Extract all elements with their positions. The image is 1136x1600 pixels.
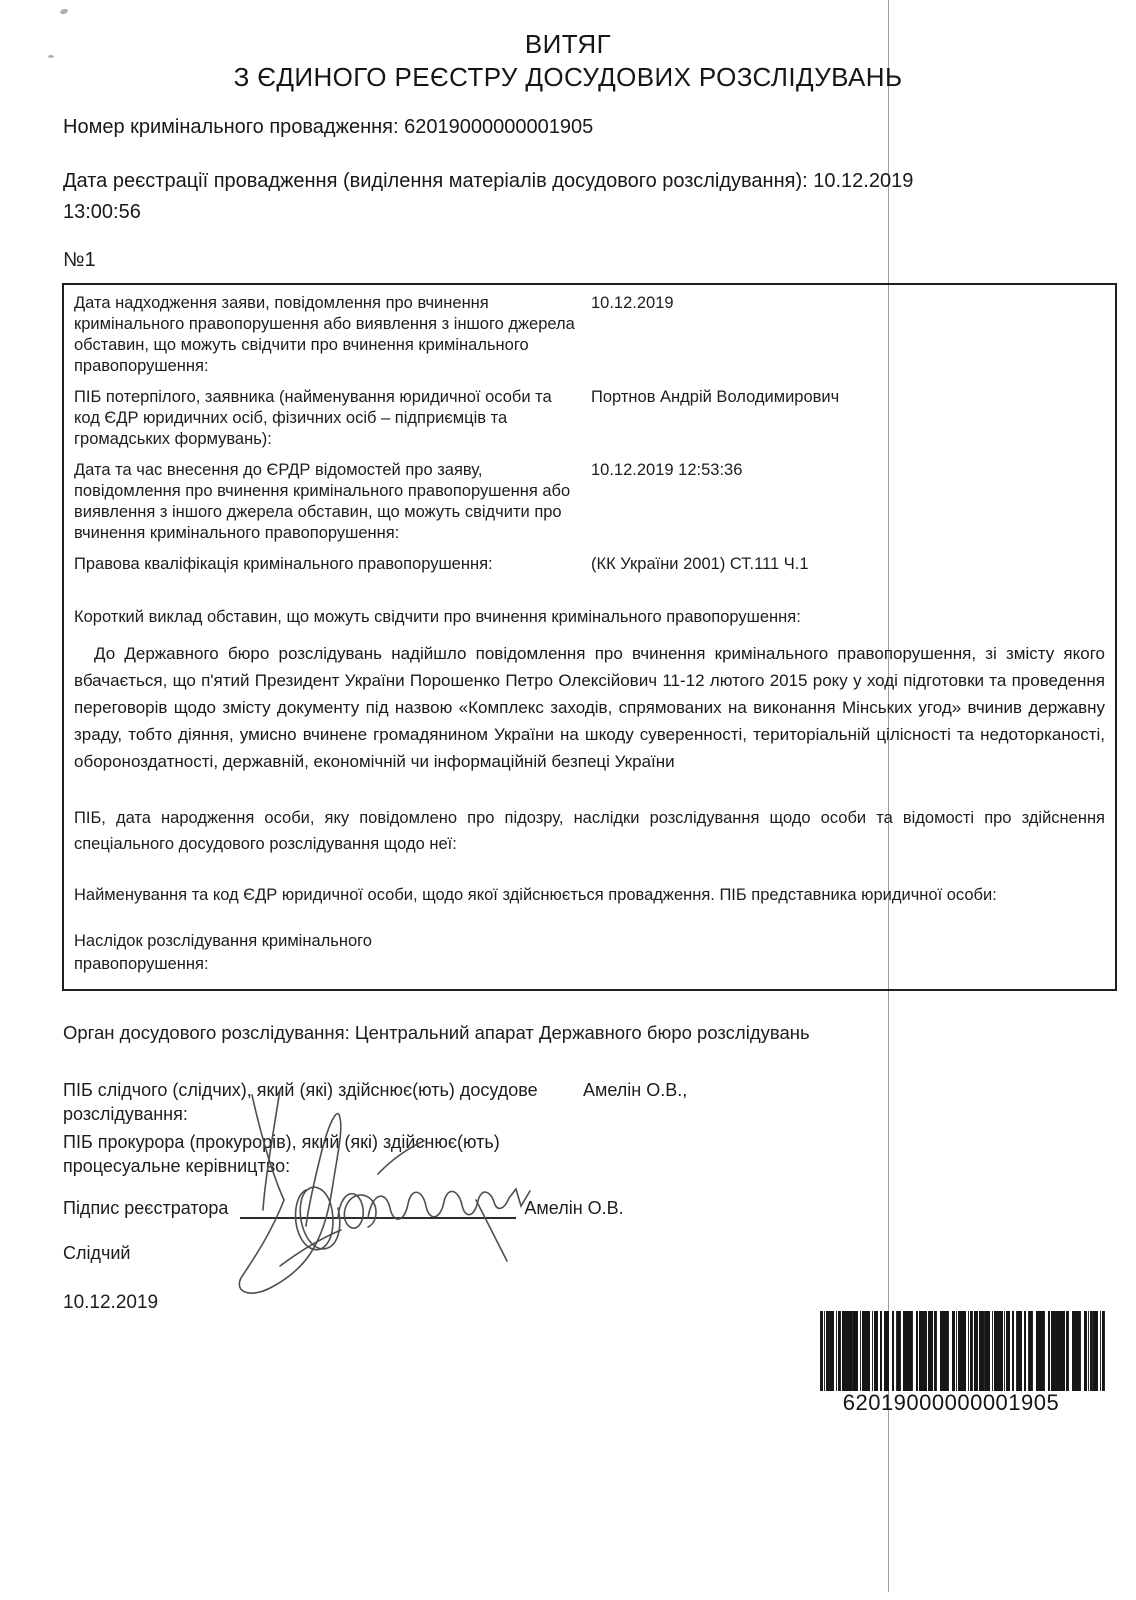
registration-time-value: 13:00:56: [63, 201, 141, 223]
role-label: Слідчий: [63, 1243, 131, 1263]
investigator-label: ПІБ слідчого (слідчих), який (які) здійснює(ють) досудове розслідування:: [63, 1080, 538, 1124]
authority-label: Орган досудового розслідування:: [63, 1022, 350, 1043]
row-label: Дата та час внесення до ЄРДР відомостей про заяву, повідомлення про вчинення кримінального правопорушення або виявлення з іншого джерела обставин, що можуть свідчити про вчинення кримінального правопорушення:: [74, 461, 571, 542]
summary-text: До Державного бюро розслідувань надійшло повідомлення про вчинення кримінального правопорушення, зі змісту якого вбачається, що п'ятий Президент України Порошенко Петро Олексійович 11-12 лютого 2015 року у ході підготовки та проведення переговорів щодо змісту документу під назвою «Комплекс заходів, спрямованих на виконання Мінських угод» вчинив державну зраду, тобто діяння, умисно вчинене громадянином України на шкоду суверенності, територіальній цілісності та недоторканості, обороноздатності, державній, економічній чи інформаційній безпеці України: [74, 644, 1105, 771]
row-value: Портнов Андрій Володимирович: [591, 388, 840, 406]
barcode: [820, 1311, 1106, 1391]
legal-entity-heading: Найменування та код ЄДР юридичної особи, щодо якої здійснюється провадження. ПІБ представника юридичної особи:: [74, 886, 997, 904]
table-row: [74, 293, 1105, 377]
row-label: ПІБ потерпілого, заявника (найменування юридичної особи та код ЄДР юридичних осіб, фізичних осіб – підприємців та громадських формувань):: [74, 388, 552, 448]
registration-label: Дата реєстрації провадження (виділення матеріалів досудового розслідування):: [63, 170, 808, 192]
prosecutor-line: ПІБ прокурора (прокурорів), який (які) здійснює(ють) процесуальне керівництво:: [63, 1132, 500, 1176]
registration-date-line: [63, 166, 1063, 228]
document-title: [0, 28, 1136, 94]
investigator-value: Амелін О.В.,: [583, 1080, 688, 1100]
outcome-heading: Наслідок розслідування кримінального правопорушення:: [74, 932, 372, 973]
registration-date-value: 10.12.2019: [813, 170, 914, 192]
title-line-2: З ЄДИНОГО РЕЄСТРУ ДОСУДОВИХ РОЗСЛІДУВАНЬ: [233, 62, 903, 92]
summary-heading: Короткий виклад обставин, що можуть свідчити про вчинення кримінального правопорушення:: [74, 608, 801, 626]
row-label: Правова кваліфікація кримінального правопорушення:: [74, 555, 493, 573]
handwritten-signature: [210, 1040, 570, 1310]
case-number-value: 62019000000001905: [404, 116, 594, 138]
authority-value: Центральний апарат Державного бюро розслідувань: [354, 1022, 810, 1043]
row-value: 10.12.2019: [591, 294, 674, 312]
scan-speck: [59, 8, 68, 15]
row-label: Дата надходження заяви, повідомлення про вчинення кримінального правопорушення або виявлення з іншого джерела обставин, що можуть свідчити про вчинення кримінального правопорушення:: [74, 294, 575, 375]
row-value: (КК України 2001) СТ.111 Ч.1: [591, 555, 809, 573]
suspect-heading: ПІБ, дата народження особи, яку повідомлено про підозру, наслідки розслідування щодо особи та відомості про здійснення спеціального досудового розслідування щодо неї:: [74, 809, 1105, 853]
case-number-label: Номер кримінального провадження:: [63, 116, 399, 138]
registry-table: [62, 283, 1117, 991]
row-value: 10.12.2019 12:53:36: [591, 461, 743, 479]
title-line-1: ВИТЯГ: [524, 29, 612, 59]
registrar-signature-label: Підпис реєстратора: [63, 1198, 229, 1218]
case-number-line: [63, 116, 593, 139]
registrar-name: Амелін О.В.: [524, 1198, 624, 1218]
table-row: [74, 387, 1105, 450]
record-number: №1: [63, 249, 96, 271]
barcode-number: 62019000000001905: [842, 1390, 1060, 1415]
table-row: [74, 460, 1105, 544]
table-row: [74, 554, 1105, 575]
document-date: 10.12.2019: [63, 1292, 159, 1313]
